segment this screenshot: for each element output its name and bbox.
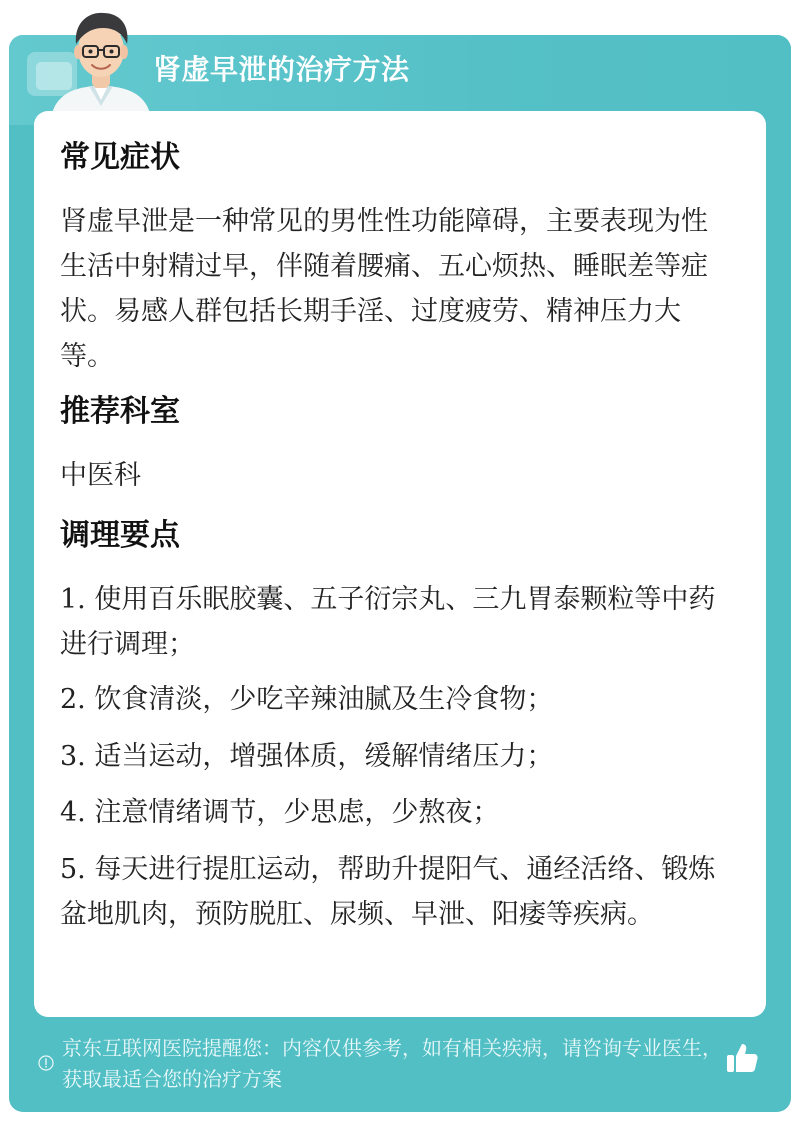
thumbs-up-icon[interactable] <box>724 1040 760 1076</box>
care-item-number: 2. <box>60 684 86 715</box>
department-text: 中医科 <box>60 460 141 491</box>
care-item-2 <box>60 677 730 722</box>
symptoms-heading: 常见症状 <box>60 140 180 175</box>
care-item-number: 1. <box>60 584 86 615</box>
care-item-5 <box>60 847 730 937</box>
care-item-number: 4. <box>60 797 86 828</box>
care-item-number: 3. <box>60 741 86 772</box>
footer-disclaimer: 京东互联网医院提醒您：内容仅供参考，如有相关疾病，请咨询专业医生，获取最适合您的治疗方案 <box>62 1036 722 1091</box>
care-item-number: 5. <box>60 854 86 885</box>
care-item-3 <box>60 734 730 779</box>
care-item-text: 适当运动，增强体质，缓解情绪压力； <box>94 741 554 772</box>
info-icon <box>38 1055 54 1071</box>
care-item-4 <box>60 790 730 835</box>
department-heading: 推荐科室 <box>60 394 180 429</box>
care-heading: 调理要点 <box>60 518 180 553</box>
care-item-text: 使用百乐眠胶囊、五子衍宗丸、三九胃泰颗粒等中药进行调理； <box>60 584 716 660</box>
care-item-text: 每天进行提肛运动，帮助升提阳气、通经活络、锻炼盆地肌肉，预防脱肛、尿频、早泄、阳痿等疾病。 <box>60 854 716 930</box>
care-item-text: 注意情绪调节，少思虑，少熬夜； <box>94 797 500 828</box>
page-title: 肾虚早泄的治疗方法 <box>153 53 410 86</box>
symptoms-text: 肾虚早泄是一种常见的男性性功能障碍，主要表现为性生活中射精过早，伴随着腰痛、五心烦热、睡眠差等症状。易感人群包括长期手淫、过度疲劳、精神压力大等。 <box>60 206 708 372</box>
care-item-1 <box>60 577 730 667</box>
doctor-avatar <box>45 6 157 118</box>
care-item-text: 饮食清淡，少吃辛辣油腻及生冷食物； <box>94 684 554 715</box>
